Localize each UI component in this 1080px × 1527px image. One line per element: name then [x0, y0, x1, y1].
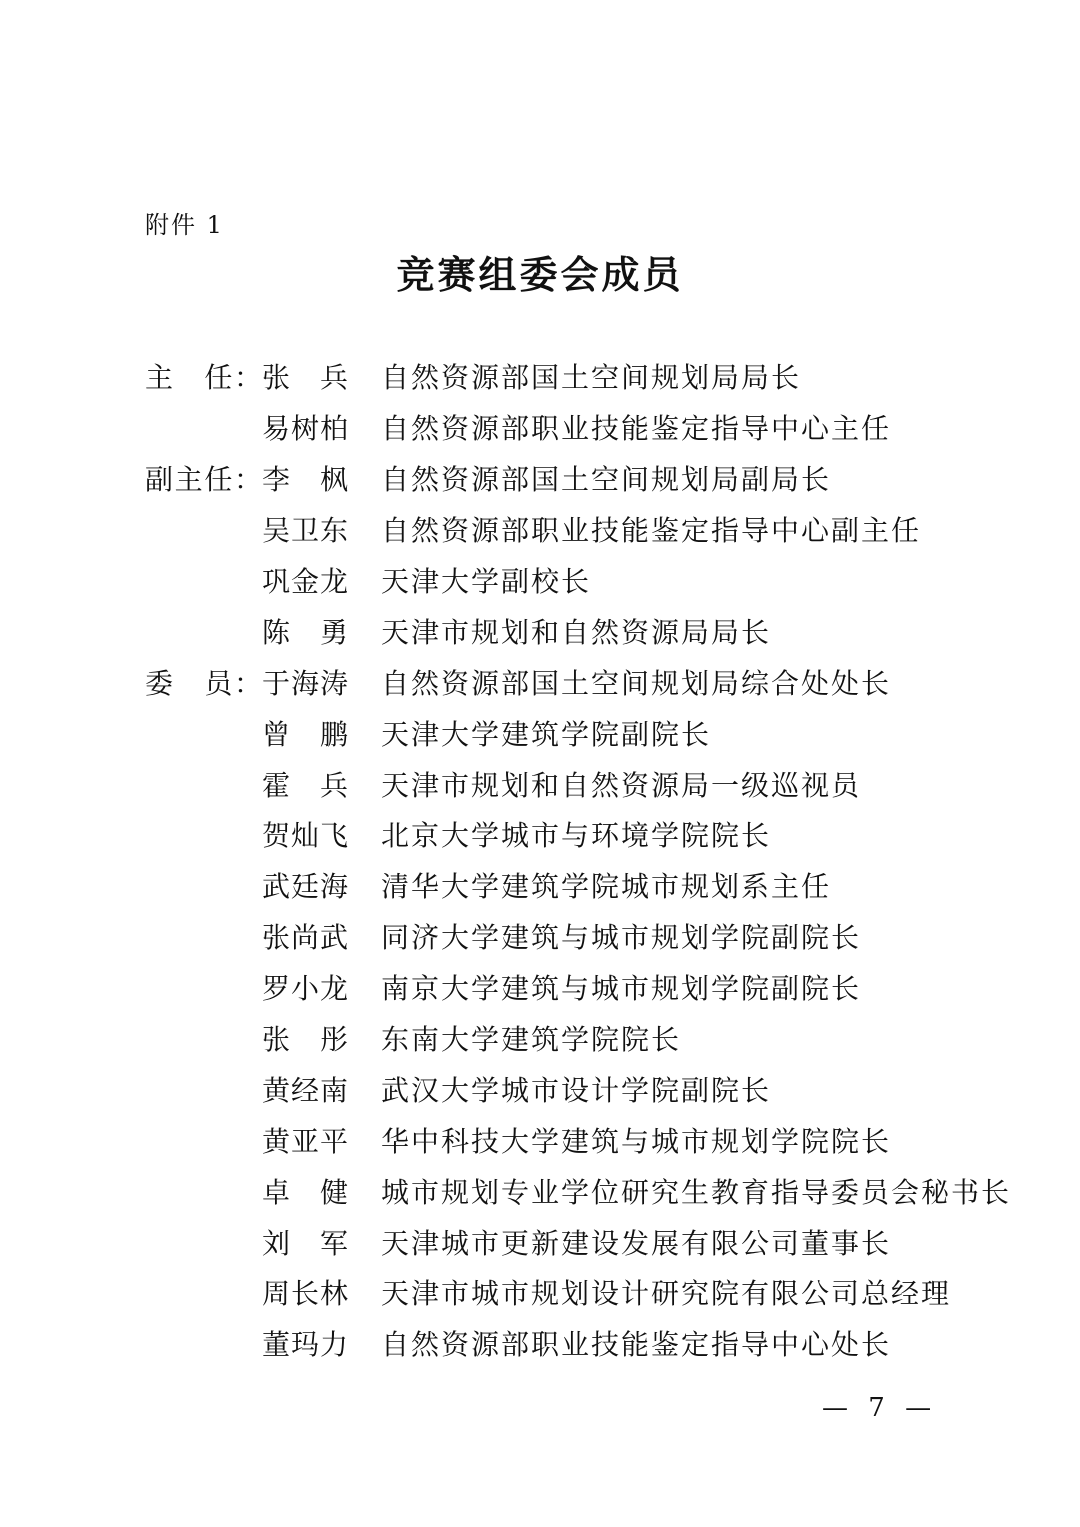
member-position: 同济大学建筑与城市规划学院副院长	[381, 921, 862, 955]
member-name: 黄经南	[262, 1073, 348, 1107]
member-role: 主 任：	[145, 361, 262, 395]
member-row	[145, 402, 965, 453]
member-row	[145, 504, 965, 555]
member-name: 张 兵	[262, 361, 348, 395]
member-name: 黄亚平	[262, 1124, 348, 1158]
member-row	[145, 1063, 965, 1114]
member-position: 自然资源部职业技能鉴定指导中心副主任	[381, 514, 922, 548]
member-name: 于海涛	[262, 666, 348, 700]
member-row	[145, 605, 965, 656]
member-name: 陈 勇	[262, 615, 348, 649]
member-name: 周长林	[262, 1277, 348, 1311]
member-position: 自然资源部职业技能鉴定指导中心主任	[381, 412, 892, 446]
member-name: 董玛力	[262, 1328, 348, 1362]
member-name: 卓 健	[262, 1175, 348, 1209]
member-row	[145, 758, 965, 809]
member-row	[145, 1267, 965, 1318]
member-position: 南京大学建筑与城市规划学院副院长	[381, 972, 862, 1006]
member-name: 张 彤	[262, 1023, 348, 1057]
member-position: 北京大学城市与环境学院院长	[381, 819, 772, 853]
member-name: 曾 鹏	[262, 717, 348, 751]
member-row	[145, 860, 965, 911]
member-name: 刘 军	[262, 1226, 348, 1260]
member-row	[145, 911, 965, 962]
member-position: 天津市规划和自然资源局一级巡视员	[381, 768, 862, 802]
attachment-label: 附件 1	[145, 211, 224, 239]
member-position: 天津大学副校长	[381, 565, 592, 598]
member-position: 东南大学建筑学院院长	[381, 1023, 682, 1057]
member-position: 天津城市更新建设发展有限公司董事长	[381, 1226, 892, 1260]
member-name: 罗小龙	[262, 972, 348, 1006]
member-row	[145, 1216, 965, 1267]
page-title: 竞赛组委会成员	[396, 252, 684, 297]
member-position: 自然资源部国土空间规划局局长	[381, 361, 802, 395]
member-role: 副主任：	[145, 463, 262, 497]
member-name: 易树柏	[262, 412, 348, 446]
member-position: 自然资源部国土空间规划局副局长	[381, 463, 832, 497]
member-row	[145, 656, 965, 707]
member-name: 李 枫	[262, 463, 348, 497]
member-row	[145, 351, 965, 402]
member-position: 自然资源部职业技能鉴定指导中心处长	[381, 1328, 892, 1362]
member-row	[145, 1165, 1012, 1216]
member-row	[145, 555, 965, 606]
member-list	[145, 351, 1012, 1369]
member-name: 武廷海	[262, 870, 348, 904]
member-name: 贺灿飞	[262, 819, 348, 853]
member-name: 吴卫东	[262, 514, 348, 548]
member-row	[145, 1013, 965, 1064]
member-row	[145, 962, 965, 1013]
member-row	[145, 1114, 965, 1165]
member-position: 自然资源部国土空间规划局综合处处长	[381, 666, 892, 700]
member-name: 张尚武	[262, 921, 348, 955]
member-row	[145, 1318, 965, 1369]
member-position: 天津市规划和自然资源局局长	[381, 615, 772, 649]
member-position: 城市规划专业学位研究生教育指导委员会秘书长	[381, 1175, 1012, 1209]
member-name: 巩金龙	[262, 565, 348, 598]
member-row	[145, 809, 965, 860]
member-position: 华中科技大学建筑与城市规划学院院长	[381, 1124, 892, 1158]
member-row	[145, 453, 965, 504]
member-row	[145, 707, 965, 758]
member-position: 清华大学建筑学院城市规划系主任	[381, 870, 832, 904]
member-role: 委 员：	[145, 666, 262, 700]
page-number: — 7 —	[822, 1393, 938, 1423]
member-position: 天津大学建筑学院副院长	[381, 717, 712, 751]
member-name: 霍 兵	[262, 768, 348, 802]
member-position: 武汉大学城市设计学院副院长	[381, 1073, 772, 1107]
member-position: 天津市城市规划设计研究院有限公司总经理	[381, 1277, 952, 1311]
